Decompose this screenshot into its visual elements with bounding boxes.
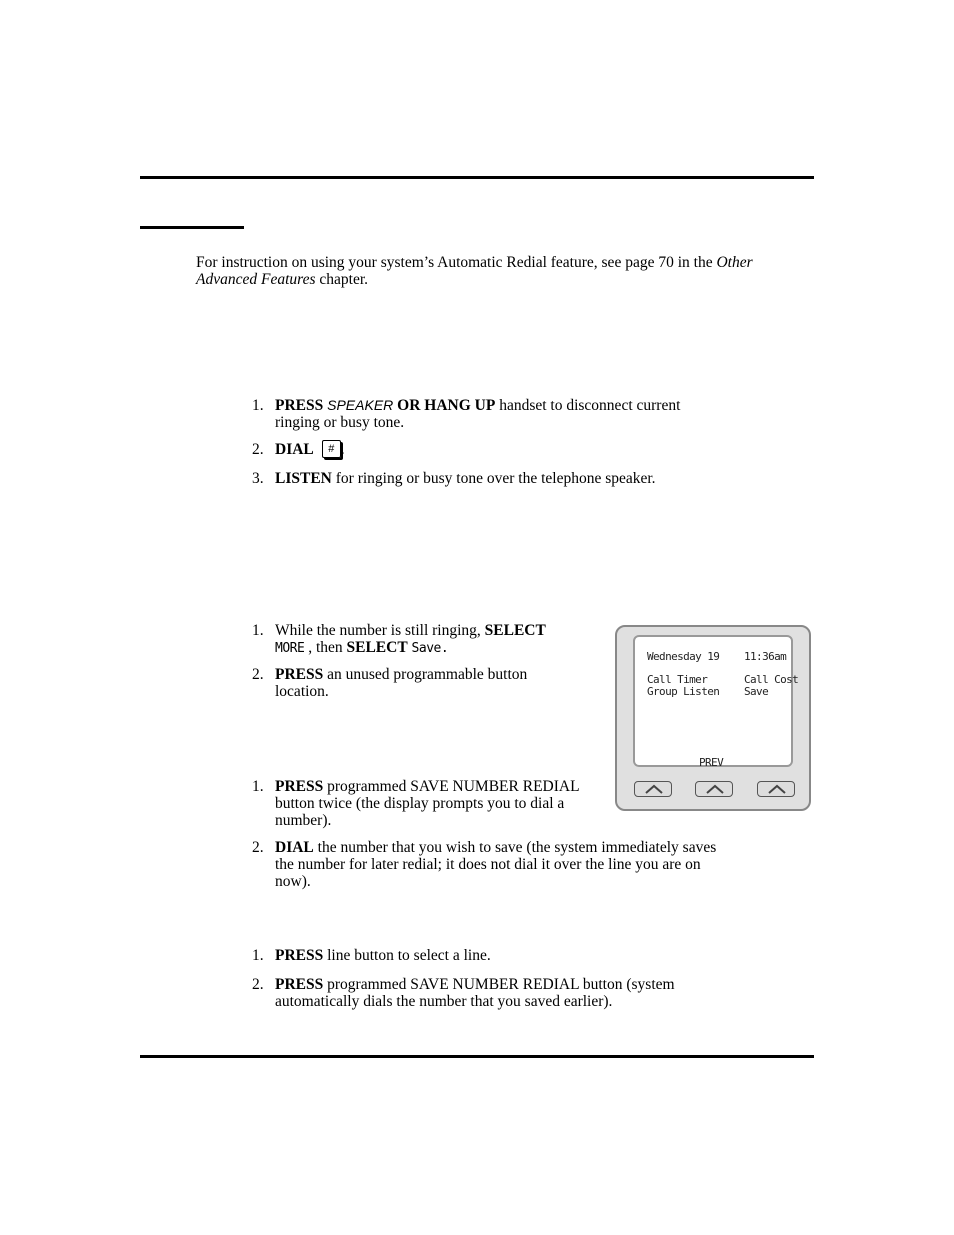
lcd-screen — [633, 635, 799, 769]
chevron-up-icon — [767, 784, 787, 794]
more-softkey-label: MORE — [275, 641, 305, 656]
lcd-prev: PREV — [699, 756, 724, 769]
pound-key-icon: # — [322, 440, 341, 458]
lcd-option-group-listen: Group Listen — [647, 685, 720, 698]
bottom-rule — [140, 1055, 814, 1058]
softkey-middle — [695, 781, 733, 797]
phone-display-illustration — [615, 625, 811, 811]
section-heading-rule — [140, 226, 244, 229]
lcd-option-call-timer: Call Timer — [647, 673, 708, 686]
softkey-left — [634, 781, 672, 797]
chapter-reference: Other Advanced Features — [196, 254, 753, 288]
speaker-key-label: SPEAKER — [327, 397, 394, 413]
chevron-up-icon — [705, 784, 725, 794]
lcd-option-call-cost: Call Cost — [744, 673, 799, 686]
save-softkey-label: Save. — [411, 641, 449, 656]
softkey-right — [757, 781, 795, 797]
chevron-up-icon — [644, 784, 664, 794]
intro-paragraph: For instruction on using your system’s Automatic Redial feature, see page 70 in the Other Advanced Features chapter. — [196, 254, 753, 288]
lcd-option-save: Save — [744, 685, 769, 698]
top-rule — [140, 176, 814, 179]
lcd-time: 11:36am — [744, 650, 787, 663]
lcd-date: Wednesday 19 — [647, 650, 720, 663]
